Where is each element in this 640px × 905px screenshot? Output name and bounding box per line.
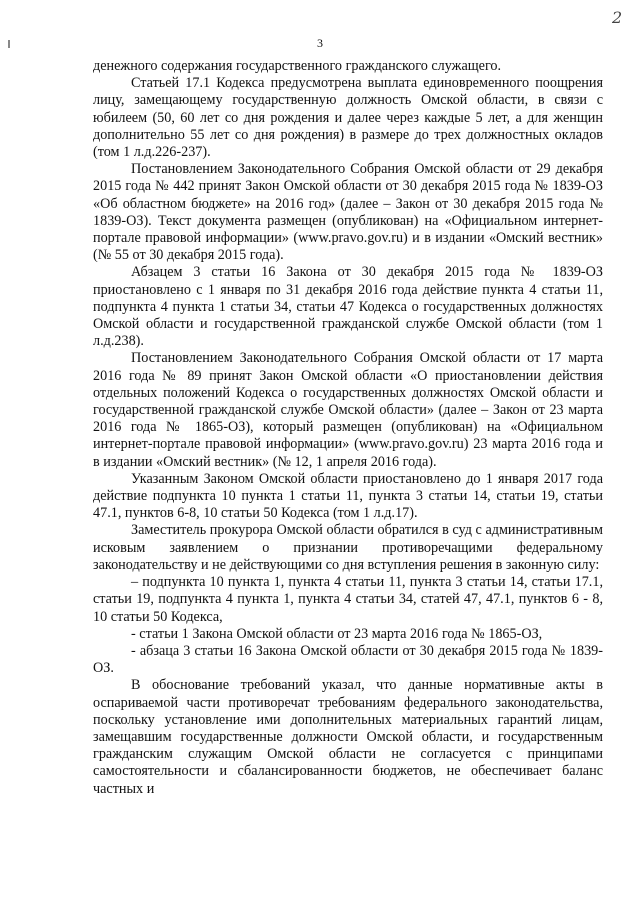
- paragraph-continuation: денежного содержания государственного гражданского служащего.: [93, 58, 502, 74]
- list-item: – подпункта 10 пункта 1, пункта 4 статьи 11, пункта 3 статьи 14, статьи 17.1, статьи 19, подпункта 4 пункта 1, пункта 4 статьи 34, статей 47, 47.1, пунктов 6 - 8, 10 статьи 50 Кодекса,: [93, 574, 603, 625]
- paragraph-prosecutor-claim: Заместитель прокурора Омской области обратился в суд с административным исковым заявлением о признании противоречащими федеральному законодательству и не действующими со дня вступления решения в законную силу:: [93, 522, 603, 573]
- paragraph-grounds: В обоснование требований указал, что данные нормативные акты в оспариваемой части противоречат требованиям федерального законодательства, поскольку установление ими дополнительных материальных гарантий лицам, замещавшим государственные должности Омской области, и государственным гражданским служащим Омской области не согласуется с принципами самостоятельности и сбалансированности бюджетов, не обеспечивает баланс частных и: [93, 677, 603, 797]
- paragraph-abzac-3: Абзацем 3 статьи 16 Закона от 30 декабря 2015 года № 1839-ОЗ приостановлено с 1 января по 31 декабря 2016 года действие пункта 4 статьи 11, подпункта 4 пункта 1 статьи 34, статьи 47 Кодекса о государственных должностях Омской области и государственной гражданской службе Омской области (том 1 л.д.238).: [93, 264, 603, 350]
- page-number: 3: [317, 36, 323, 50]
- paragraph-article-17-1: Статьей 17.1 Кодекса предусмотрена выплата единовременного поощрения лицу, замещающему государственную должность Омской области, в связи с юбилеем (50, 60 лет со дня рождения и далее через каждые 5 лет, а для женщин дополнительно 55 лет со дня рождения) в размере до трех должностных окладов (том 1 л.д.226-237).: [93, 75, 603, 161]
- paragraph-law-1865: Постановлением Законодательного Собрания Омской области от 17 марта 2016 года № 89 принят Закон Омской области «О приостановлении действия отдельных положений Кодекса о государственных должностях Омской области и государственной гражданской службе Омской области» (далее – Закон от 23 марта 2016 года № 1865-ОЗ), который размещен (опубликован) на «Официальном интернет-портале правовой информации» (www.pravo.gov.ru) 23 марта 2016 года и в издании «Омский вестник» (№ 12, 1 апреля 2016 года).: [93, 350, 603, 470]
- document-body: [93, 58, 603, 798]
- handwritten-page-mark: 2: [612, 8, 623, 27]
- paragraph-law-1839: Постановлением Законодательного Собрания Омской области от 29 декабря 2015 года № 442 принят Закон Омской области от 30 декабря 2015 года № 1839-ОЗ «Об областном бюджете» на 2016 год» (далее – Закон от 30 декабря 2015 года № 1839-ОЗ). Текст документа размещен (опубликован) на «Официальном интернет-портале правовой информации» (www.pravo.gov.ru) и в издании «Омский вестник» (№ 55 от 30 декабря 2015 года).: [93, 161, 603, 264]
- list-item: - статьи 1 Закона Омской области от 23 марта 2016 года № 1865-ОЗ,: [131, 625, 543, 642]
- list-item: - абзаца 3 статьи 16 Закона Омской области от 30 декабря 2015 года № 1839-ОЗ.: [93, 642, 603, 677]
- paragraph-suspension: Указанным Законом Омской области приостановлено до 1 января 2017 года действие подпункта 10 пункта 1 статьи 11, пункта 3 статьи 14, статьи 19, статьи 47.1, пунктов 6-8, 10 статьи 50 Кодекса (том 1 л.д.17).: [93, 470, 603, 522]
